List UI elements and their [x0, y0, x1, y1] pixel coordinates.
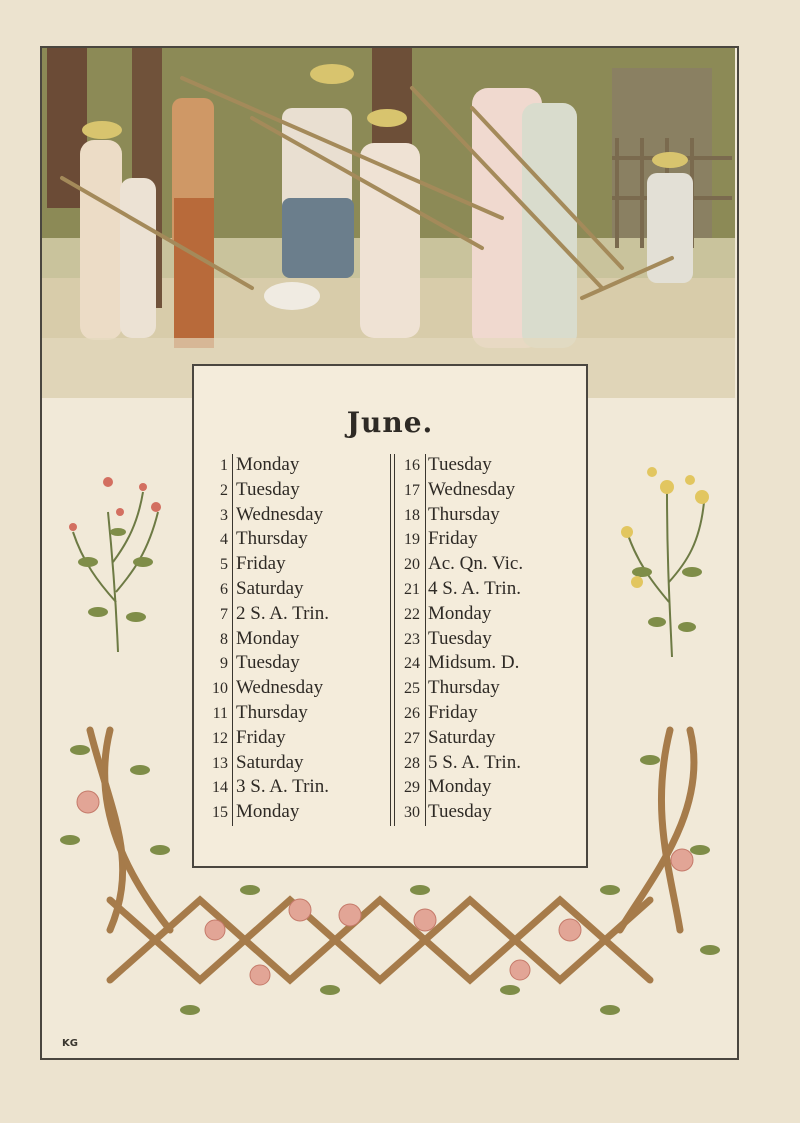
day-number: 11	[212, 704, 228, 722]
calendar-row	[198, 727, 329, 752]
flower-sprig-left	[58, 452, 178, 662]
calendar-row	[198, 776, 329, 801]
day-number: 2	[220, 481, 228, 499]
day-number: 17	[404, 481, 420, 499]
day-number: 15	[212, 804, 228, 822]
day-name: Friday	[236, 553, 286, 575]
calendar-row	[198, 752, 329, 777]
day-name: Ac. Qn. Vic.	[428, 553, 524, 575]
calendar-row	[390, 727, 523, 752]
day-number: 29	[404, 779, 420, 797]
day-number: 7	[220, 605, 228, 623]
day-name: Friday	[428, 528, 478, 550]
day-number: 18	[404, 506, 420, 524]
day-name: Thursday	[428, 677, 500, 699]
calendar-row	[390, 702, 523, 727]
day-name: Tuesday	[428, 454, 492, 475]
day-name: Monday	[236, 627, 300, 649]
calendar-row	[390, 578, 523, 603]
calendar-row	[198, 528, 329, 553]
day-number: 27	[404, 729, 420, 747]
day-name: Midsum. D.	[428, 652, 520, 674]
day-name: Saturday	[236, 751, 304, 773]
month-title: June.	[346, 406, 434, 439]
day-name: Tuesday	[236, 478, 300, 500]
day-number: 6	[220, 580, 228, 598]
day-number: 13	[212, 754, 228, 772]
day-number: 19	[404, 531, 420, 549]
calendar-row	[390, 553, 523, 578]
calendar-row	[198, 801, 329, 826]
day-number: 30	[404, 804, 420, 822]
day-number: 4	[220, 531, 228, 549]
calendar-row	[390, 454, 523, 479]
haymaking-illustration	[42, 48, 735, 398]
day-number: 9	[220, 655, 228, 673]
calendar-row	[198, 677, 329, 702]
calendar-row	[390, 504, 523, 529]
calendar-row	[390, 603, 523, 628]
artist-monogram: KG	[62, 1038, 78, 1049]
day-number: 3	[220, 506, 228, 524]
calendar-column-left	[198, 454, 329, 826]
calendar-row	[390, 677, 523, 702]
day-name: 4 S. A. Trin.	[428, 577, 521, 599]
calendar-row	[390, 528, 523, 553]
calendar-row	[198, 578, 329, 603]
calendar-row	[198, 479, 329, 504]
day-number: 25	[404, 680, 420, 698]
day-name: Thursday	[236, 701, 308, 723]
day-name: Thursday	[428, 503, 500, 525]
day-name: Monday	[428, 602, 492, 624]
calendar-row	[198, 702, 329, 727]
calendar-column-right	[390, 454, 523, 826]
day-number: 23	[404, 630, 420, 648]
day-name: Saturday	[428, 726, 496, 748]
calendar-row	[390, 479, 523, 504]
day-number: 24	[404, 655, 420, 673]
day-name: 5 S. A. Trin.	[428, 751, 521, 773]
calendar-row	[390, 628, 523, 653]
day-number: 1	[220, 457, 228, 474]
day-name: Wednesday	[236, 503, 324, 525]
day-name: Tuesday	[428, 627, 492, 649]
day-number: 26	[404, 704, 420, 722]
day-number: 20	[404, 556, 420, 574]
day-name: Monday	[236, 454, 300, 475]
day-name: Wednesday	[428, 478, 516, 500]
calendar-row	[198, 454, 329, 479]
day-number: 14	[212, 779, 228, 797]
calendar-row	[198, 603, 329, 628]
calendar-row	[198, 652, 329, 677]
calendar-row	[390, 801, 523, 826]
calendar-row	[390, 652, 523, 677]
day-number: 12	[212, 729, 228, 747]
day-name: 3 S. A. Trin.	[236, 776, 329, 798]
day-name: Tuesday	[428, 801, 492, 823]
day-name: Saturday	[236, 577, 304, 599]
day-number: 28	[404, 754, 420, 772]
day-name: Friday	[236, 726, 286, 748]
flower-sprig-right	[612, 452, 722, 662]
day-number: 8	[220, 630, 228, 648]
calendar-row	[198, 553, 329, 578]
day-number: 22	[404, 605, 420, 623]
day-name: Monday	[236, 801, 300, 823]
day-name: Monday	[428, 776, 492, 798]
calendar-row	[390, 776, 523, 801]
day-name: Wednesday	[236, 677, 324, 699]
day-name: Tuesday	[236, 652, 300, 674]
day-name: Thursday	[236, 528, 308, 550]
calendar-row	[198, 504, 329, 529]
day-number: 21	[404, 580, 420, 598]
calendar-box	[192, 364, 588, 868]
day-name: 2 S. A. Trin.	[236, 602, 329, 624]
day-number: 5	[220, 556, 228, 574]
calendar-row	[198, 628, 329, 653]
day-number: 16	[404, 457, 420, 474]
day-number: 10	[212, 680, 228, 698]
day-name: Friday	[428, 701, 478, 723]
calendar-row	[390, 752, 523, 777]
